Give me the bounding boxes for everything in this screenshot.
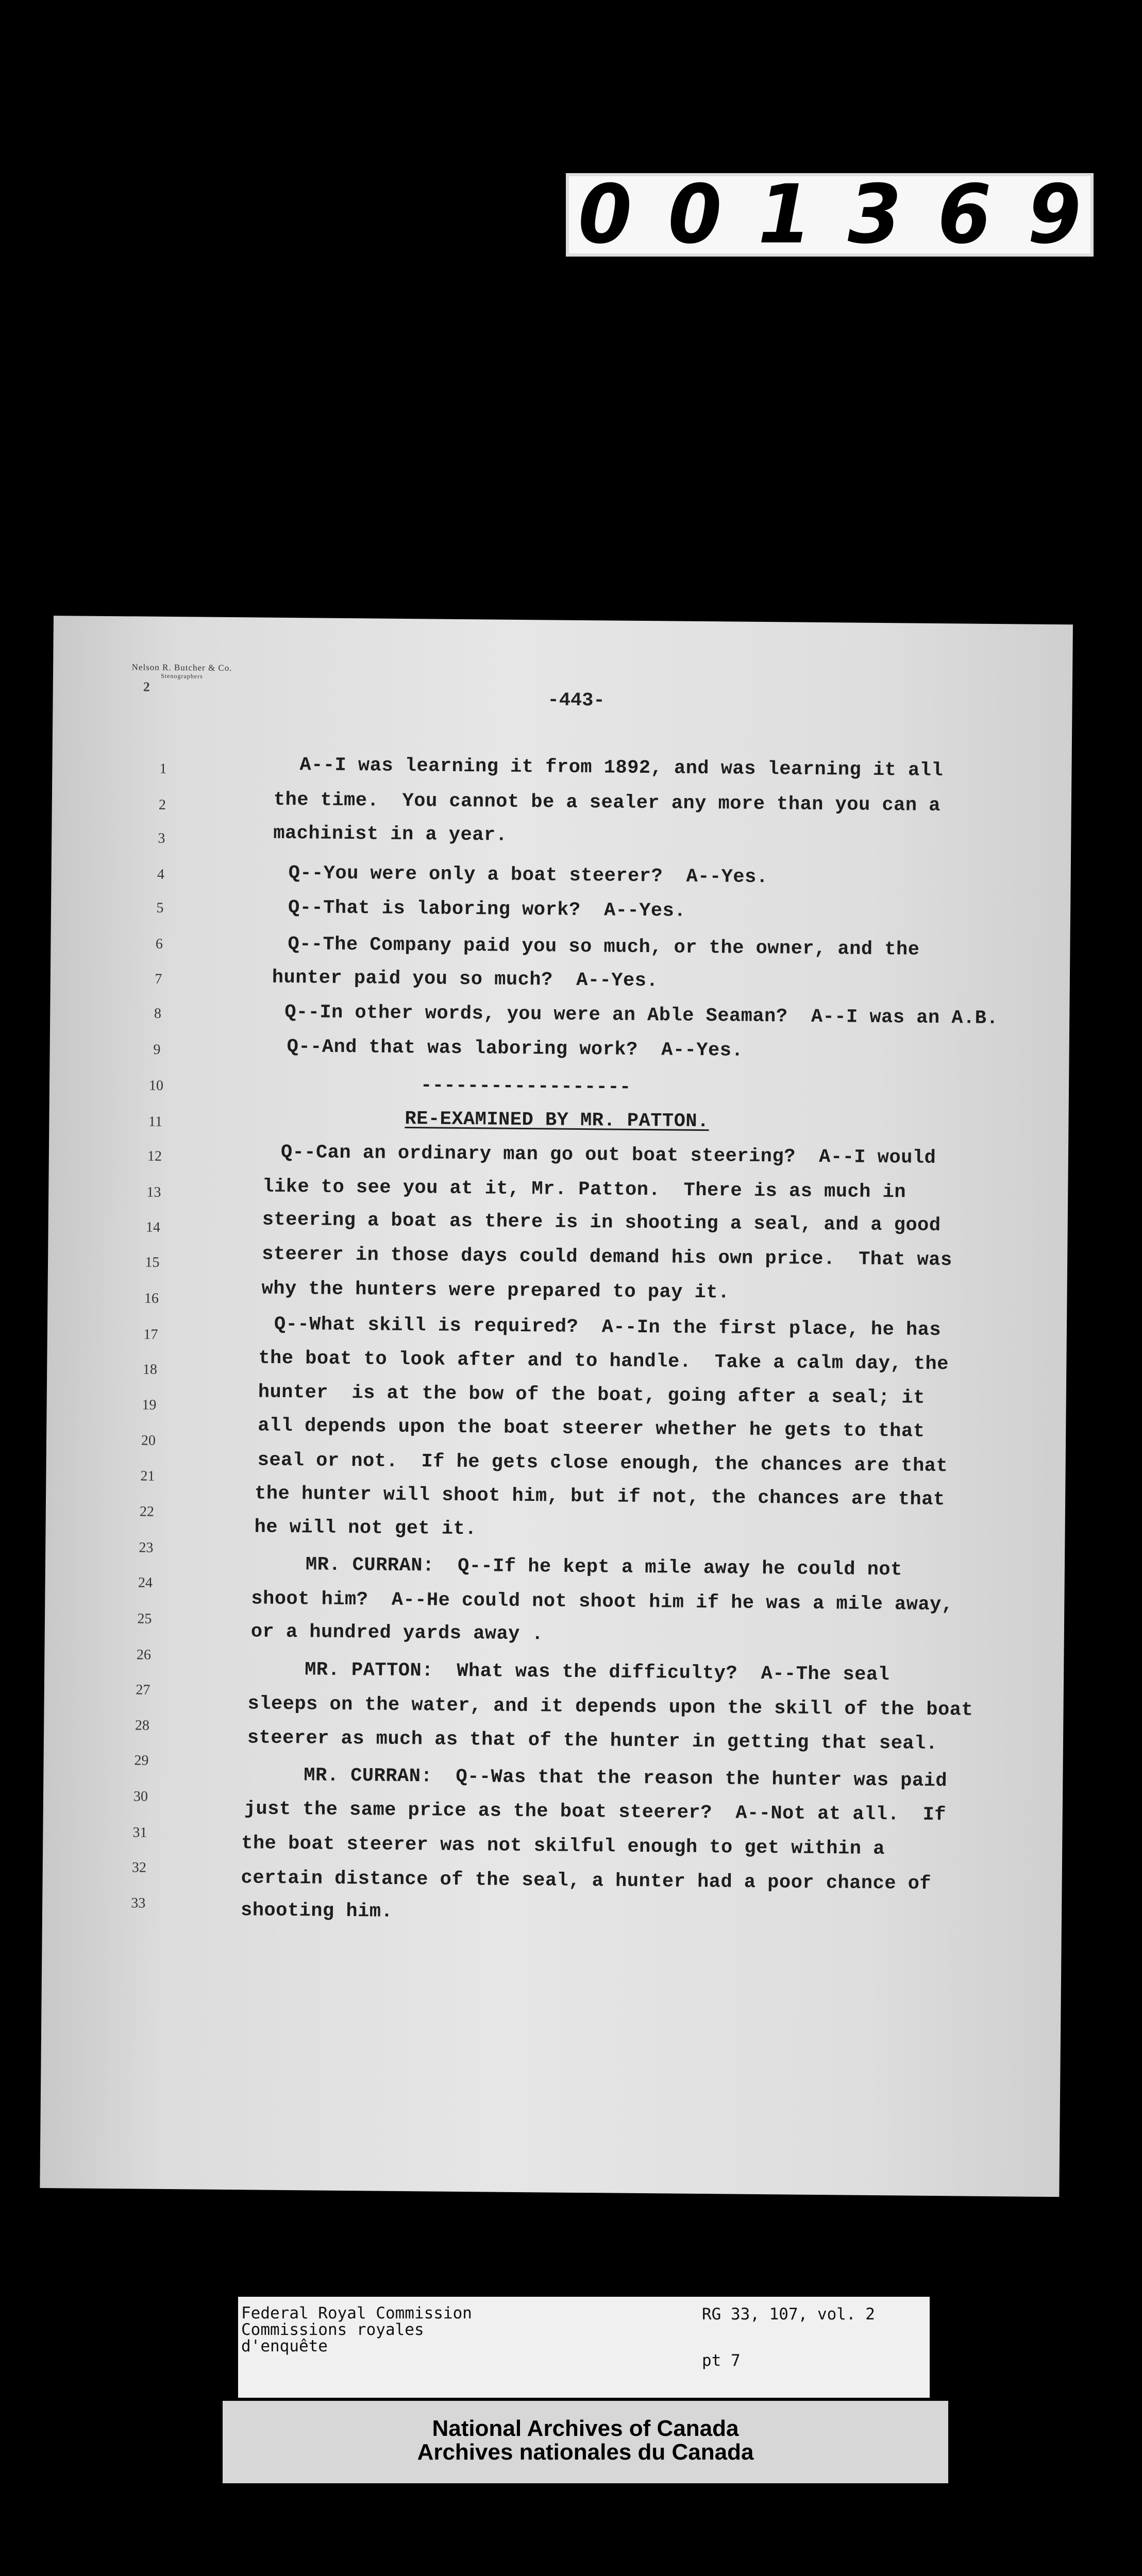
transcript-line: hunter paid you so much? A--Yes.	[272, 967, 659, 992]
letterhead-name: Nelson R. Butcher & Co.	[131, 662, 232, 673]
collection-en: Federal Royal Commission	[241, 2304, 472, 2323]
transcript-line: sleeps on the water, and it depends upon the skill of the boat	[247, 1693, 973, 1721]
reference-number: RG 33, 107, vol. 2	[702, 2305, 875, 2324]
collection-fr-2: d'enquête	[241, 2337, 328, 2355]
catalog-card	[238, 2297, 930, 2398]
line-number: 32	[131, 1859, 147, 1876]
line-number: 30	[133, 1788, 148, 1805]
letterhead	[84, 663, 280, 681]
line-number: 21	[140, 1468, 155, 1484]
line-number: 19	[142, 1397, 157, 1413]
line-number: 3	[158, 830, 165, 846]
line-number: 7	[155, 971, 162, 987]
transcript-line: he will not get it.	[254, 1516, 477, 1540]
line-number: 9	[153, 1041, 161, 1058]
frame-number-label	[566, 167, 1118, 262]
line-number: 22	[139, 1503, 155, 1520]
transcript-line: hunter is at the bow of the boat, going after a seal; it	[258, 1381, 926, 1409]
transcript-line: all depends upon the boat steerer whether he gets to that	[258, 1415, 925, 1443]
line-number: 10	[148, 1077, 164, 1094]
archive-name-en: National Archives of Canada	[432, 2416, 739, 2441]
line-number: 4	[157, 866, 165, 883]
transcript-line: MR. CURRAN: Q--If he kept a mile away he could not	[305, 1554, 902, 1581]
transcript-line: steerer in those days could demand his own price. That was	[262, 1243, 952, 1272]
transcript-line: Q--In other words, you were an Able Seaman? A--I was an A.B.	[284, 1001, 999, 1030]
transcript-line: why the hunters were prepared to pay it.	[261, 1278, 730, 1304]
line-number: 20	[141, 1432, 156, 1449]
transcript-line: A--I was learning it from 1892, and was learning it all	[299, 754, 944, 782]
transcript-line: shooting him.	[240, 1900, 393, 1923]
transcript-line: just the same price as the boat steerer? A--Not at all. If	[244, 1798, 947, 1826]
transcript-line: machinist in a year.	[273, 822, 508, 846]
part-number: pt 7	[702, 2351, 741, 2370]
line-number: 29	[134, 1752, 149, 1769]
transcript-line: steerer as much as that of the hunter in getting that seal.	[247, 1727, 938, 1755]
transcript-line: MR. CURRAN: Q--Was that the reason the hunter was paid	[304, 1765, 948, 1792]
transcript-line: Q--Can an ordinary man go out boat steering? A--I would	[280, 1141, 936, 1169]
line-number: 25	[137, 1611, 152, 1627]
line-number: 17	[143, 1326, 158, 1343]
transcript-line: MR. PATTON: What was the difficulty? A--The seal	[304, 1659, 890, 1686]
archive-card	[223, 2401, 948, 2483]
line-number: 31	[132, 1824, 147, 1841]
transcript-line: like to see you at it, Mr. Patton. There is as much in	[262, 1176, 906, 1204]
transcript-line: Q--The Company paid you so much, or the owner, and the	[288, 933, 920, 961]
line-number: 1	[159, 760, 167, 777]
transcript-line: shoot him? A--He could not shoot him if he was a mile away,	[251, 1588, 953, 1616]
transcript-line: seal or not. If he gets close enough, the chances are that	[257, 1449, 948, 1478]
transcript-line: ------------------	[420, 1075, 631, 1098]
line-number: 13	[146, 1184, 161, 1200]
transcript-line: certain distance of the seal, a hunter had a poor chance of	[241, 1867, 932, 1895]
line-number: 24	[138, 1574, 153, 1591]
transcript-line: the hunter will shoot him, but if not, the chances are that	[254, 1483, 945, 1511]
line-number: 6	[155, 936, 163, 952]
line-number: 8	[154, 1005, 162, 1022]
transcript-line: the boat to look after and to handle. Take a calm day, the	[258, 1347, 949, 1376]
transcript-line: Q--That is laboring work? A--Yes.	[288, 896, 686, 922]
line-number: 26	[136, 1647, 152, 1663]
line-number: 18	[142, 1361, 158, 1378]
archive-name-fr: Archives nationales du Canada	[417, 2439, 754, 2465]
corner-mark: 2	[143, 679, 150, 694]
line-number: 15	[145, 1254, 160, 1270]
transcript-line: steering a boat as there is in shooting a seal, and a good	[262, 1209, 941, 1237]
line-number: 33	[131, 1895, 146, 1911]
line-number: 2	[158, 796, 166, 813]
transcript-line: Q--What skill is required? A--In the first place, he has	[274, 1313, 942, 1342]
line-number: 28	[135, 1717, 150, 1734]
line-number: 23	[139, 1539, 154, 1556]
line-number: 12	[147, 1148, 162, 1164]
line-number: 27	[136, 1682, 150, 1698]
document-page	[40, 616, 1073, 2197]
transcript-line: or a hundred yards away .	[250, 1621, 544, 1646]
transcript-line: the boat steerer was not skilful enough to get within a	[241, 1833, 885, 1860]
line-number: 16	[144, 1290, 159, 1307]
line-number: 11	[148, 1113, 163, 1130]
line-number: 14	[145, 1219, 161, 1235]
line-number: 5	[156, 900, 164, 916]
page-number: -443-	[547, 689, 605, 712]
transcript-line: Q--And that was laboring work? A--Yes.	[287, 1036, 744, 1062]
collection-fr-1: Commissions royales	[241, 2320, 424, 2339]
transcript-line: Q--You were only a boat steerer? A--Yes.	[288, 862, 768, 889]
section-heading: RE-EXAMINED BY MR. PATTON.	[405, 1108, 709, 1133]
frame-number: 001369	[578, 167, 1118, 262]
letterhead-role: Stenographers	[161, 672, 203, 680]
transcript-line: the time. You cannot be a sealer any more than you can a	[273, 789, 941, 817]
